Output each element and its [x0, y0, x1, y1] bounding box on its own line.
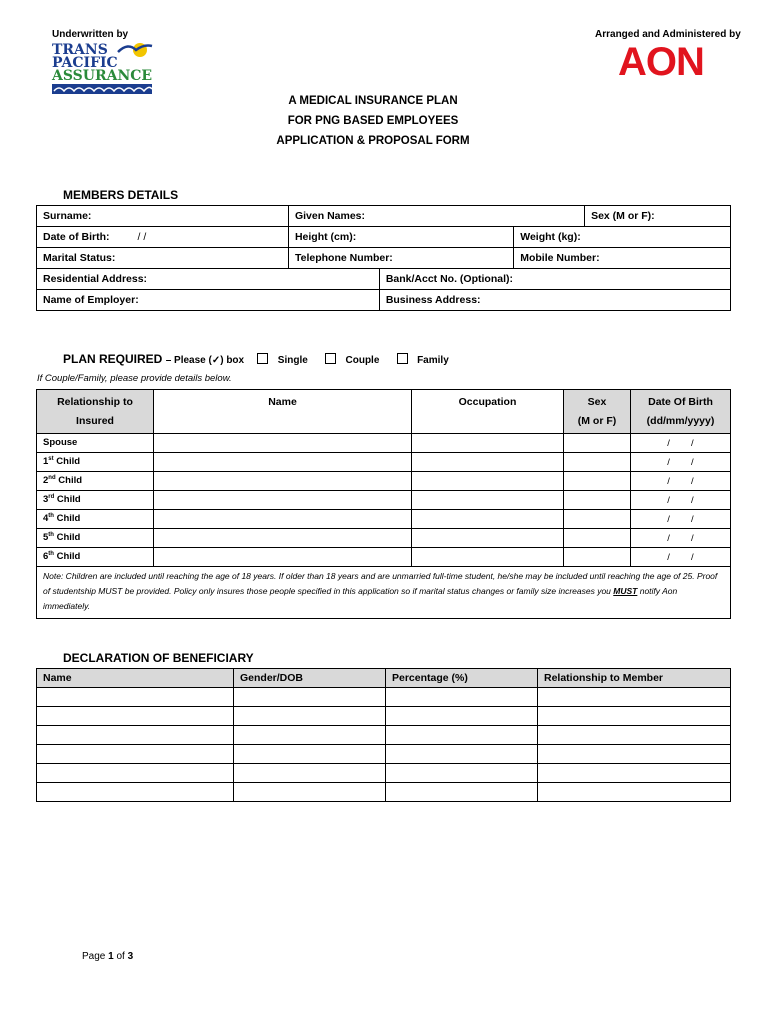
sex-header: [564, 390, 631, 434]
given-names-label: Given Names:: [294, 210, 365, 222]
relationship-ordinal: st: [48, 456, 54, 463]
relationship-suffix: Child: [53, 532, 81, 544]
surname-field[interactable]: [37, 206, 289, 227]
note-must: MUST: [613, 586, 638, 596]
dependant-sex-field[interactable]: [564, 529, 631, 548]
page-total: 3: [127, 951, 134, 962]
beneficiary-relationship-field[interactable]: [538, 745, 731, 764]
plan-required-heading: PLAN REQUIRED: [63, 352, 163, 366]
dob-header-line2: (dd/mm/yyyy): [646, 415, 715, 427]
mobile-label: Mobile Number:: [520, 252, 600, 264]
beneficiary-percentage-field[interactable]: [386, 707, 538, 726]
weight-field[interactable]: [514, 227, 731, 248]
dependant-dob-field[interactable]: [631, 472, 731, 491]
couple-label: Couple: [345, 355, 380, 366]
dob-slashes: / /: [667, 532, 694, 544]
dependant-dob-field[interactable]: [631, 548, 731, 567]
relationship-ordinal: th: [48, 551, 54, 558]
relationship-text: 4: [43, 513, 49, 525]
dependant-relationship: [37, 491, 154, 510]
dependant-sex-field[interactable]: [564, 453, 631, 472]
dependant-occupation-field[interactable]: [412, 453, 564, 472]
telephone-label: Telephone Number:: [294, 252, 393, 264]
relationship-text: 6: [43, 551, 49, 563]
beneficiary-gender-dob-field[interactable]: [234, 688, 386, 707]
beneficiary-name-field[interactable]: [37, 764, 234, 783]
employer-label: Name of Employer:: [43, 294, 139, 306]
weight-label: Weight (kg):: [520, 231, 581, 243]
waves-icon: [52, 84, 152, 94]
relationship-suffix: Child: [53, 456, 81, 468]
beneficiary-gender-dob-field[interactable]: [234, 764, 386, 783]
tpa-logo-line1: TRANS: [52, 42, 108, 58]
dob-slashes: / /: [667, 475, 694, 487]
dependant-dob-field[interactable]: [631, 453, 731, 472]
beneficiary-gender-dob-field[interactable]: [234, 783, 386, 802]
dependant-occupation-field[interactable]: [412, 548, 564, 567]
beneficiary-percentage-field[interactable]: [386, 764, 538, 783]
seagull-icon: [114, 40, 154, 60]
dependant-occupation-field[interactable]: [412, 491, 564, 510]
relationship-suffix: Child: [53, 551, 81, 563]
dob-slashes: / /: [137, 231, 147, 243]
form-title-line2: FOR PNG BASED EMPLOYEES: [287, 115, 459, 127]
beneficiary-percentage-header: Percentage (%): [386, 669, 538, 688]
employer-field[interactable]: [37, 290, 380, 311]
dependant-relationship: [37, 434, 154, 453]
dependant-name-field[interactable]: [154, 491, 412, 510]
name-header-text: Name: [268, 396, 297, 408]
sex-header-line2: (M or F): [577, 415, 617, 427]
single-checkbox[interactable]: [257, 353, 268, 364]
relationship-ordinal: th: [48, 513, 54, 520]
dependant-row: [37, 491, 731, 510]
dependant-sex-field[interactable]: [564, 434, 631, 453]
sex-label: Sex (M or F):: [591, 210, 655, 222]
relationship-text: 2: [43, 475, 49, 487]
dob-slashes: / /: [667, 437, 694, 449]
beneficiary-row: [37, 764, 731, 783]
page-of: of: [113, 951, 128, 962]
relationship-suffix: Child: [53, 513, 81, 525]
beneficiary-gender-dob-field[interactable]: [234, 707, 386, 726]
beneficiary-row: [37, 745, 731, 764]
page-number: [82, 951, 133, 962]
relationship-text: Spouse: [43, 437, 78, 449]
dependant-row: [37, 548, 731, 567]
relationship-suffix: Child: [55, 475, 83, 487]
bank-account-field[interactable]: [379, 269, 730, 290]
beneficiary-relationship-field[interactable]: [538, 783, 731, 802]
relationship-header-line2: Insured: [76, 415, 114, 427]
sex-field[interactable]: [585, 206, 731, 227]
bank-account-label: Bank/Acct No. (Optional):: [385, 273, 513, 285]
members-details-heading: MEMBERS DETAILS: [63, 188, 179, 202]
couple-checkbox[interactable]: [325, 353, 336, 364]
dependant-sex-field[interactable]: [564, 510, 631, 529]
beneficiary-percentage-field[interactable]: [386, 726, 538, 745]
given-names-field[interactable]: [288, 206, 584, 227]
beneficiary-name-field[interactable]: [37, 707, 234, 726]
dob-slashes: / /: [667, 551, 694, 563]
occupation-header-text: Occupation: [458, 396, 517, 408]
relationship-text: 5: [43, 532, 49, 544]
dob-header-line1: Date Of Birth: [648, 396, 713, 408]
form-title-line1: A MEDICAL INSURANCE PLAN: [288, 95, 458, 107]
date-of-birth-field[interactable]: [37, 227, 289, 248]
dependant-row: [37, 472, 731, 491]
dob-label: Date of Birth:: [43, 231, 110, 243]
beneficiary-name-field[interactable]: [37, 688, 234, 707]
relationship-suffix: Child: [54, 494, 81, 506]
dependants-table: [36, 389, 731, 619]
dependant-name-field[interactable]: [154, 548, 412, 567]
relationship-header: [37, 390, 154, 434]
beneficiary-relationship-field[interactable]: [538, 688, 731, 707]
trans-pacific-assurance-logo: [52, 44, 154, 94]
marital-status-field[interactable]: [37, 248, 289, 269]
beneficiary-table: [36, 668, 731, 802]
beneficiary-row: [37, 688, 731, 707]
dependant-relationship: [37, 548, 154, 567]
mobile-field[interactable]: [514, 248, 731, 269]
dob-slashes: / /: [667, 494, 694, 506]
relationship-text: 3: [43, 494, 49, 506]
beneficiary-relationship-field[interactable]: [538, 707, 731, 726]
name-header: [154, 390, 412, 434]
dependant-name-field[interactable]: [154, 529, 412, 548]
beneficiary-percentage-field[interactable]: [386, 745, 538, 764]
single-label: Single: [277, 355, 308, 366]
children-note: [37, 567, 731, 619]
telephone-field[interactable]: [288, 248, 513, 269]
plan-instruction: – Please (✓) box: [165, 355, 245, 366]
tpa-logo-line2: PACIFIC: [52, 55, 118, 71]
relationship-ordinal: th: [48, 532, 54, 539]
dependant-sex-field[interactable]: [564, 491, 631, 510]
dependant-relationship: [37, 529, 154, 548]
residential-address-field[interactable]: [37, 269, 380, 290]
dependant-row: [37, 529, 731, 548]
beneficiary-gender-dob-field[interactable]: [234, 745, 386, 764]
occupation-header: [412, 390, 564, 434]
beneficiary-percentage-field[interactable]: [386, 783, 538, 802]
dependant-name-field[interactable]: [154, 453, 412, 472]
dob-slashes: / /: [667, 513, 694, 525]
relationship-text: 1: [43, 456, 49, 468]
beneficiary-name-field[interactable]: [37, 726, 234, 745]
dependant-dob-field[interactable]: [631, 434, 731, 453]
dependant-relationship: [37, 472, 154, 491]
beneficiary-name-field[interactable]: [37, 783, 234, 802]
members-details-table: [36, 205, 731, 311]
beneficiary-relationship-field[interactable]: [538, 726, 731, 745]
beneficiary-name-header: Name: [37, 669, 234, 688]
dependant-relationship: [37, 510, 154, 529]
dob-slashes: / /: [667, 456, 694, 468]
dependant-occupation-field[interactable]: [412, 434, 564, 453]
dependant-sex-field[interactable]: [564, 472, 631, 491]
height-field[interactable]: [288, 227, 513, 248]
relationship-header-line1: Relationship to: [57, 396, 133, 408]
dependant-occupation-field[interactable]: [412, 510, 564, 529]
dependant-sex-field[interactable]: [564, 548, 631, 567]
page-prefix: Page: [82, 951, 109, 962]
sex-header-line1: Sex: [587, 396, 607, 408]
height-label: Height (cm):: [294, 231, 357, 243]
beneficiary-heading: DECLARATION OF BENEFICIARY: [63, 651, 254, 665]
note-text-part2: notify Aon immediately.: [43, 586, 678, 611]
underwritten-by-label: Underwritten by: [52, 29, 129, 40]
beneficiary-row: [37, 783, 731, 802]
dependant-row: [37, 510, 731, 529]
aon-logo: AON: [618, 40, 704, 84]
surname-label: Surname:: [43, 210, 92, 222]
residential-address-label: Residential Address:: [43, 273, 148, 285]
relationship-ordinal: rd: [48, 494, 55, 501]
dependant-name-field[interactable]: [154, 510, 412, 529]
note-text-part1: Note: Children are included until reaching the age of 18 years. If older than 18 years and are unmarried full-time student, he/she may be included until reaching the age of 25. Proof of studentship MUST be provided. Policy only insures those people specified in this application so if marital status changes or family size increases you: [43, 571, 718, 596]
business-address-label: Business Address:: [385, 294, 481, 306]
arranged-by-label: Arranged and Administered by: [595, 29, 741, 40]
dependant-relationship: [37, 453, 154, 472]
dependant-row: [37, 434, 731, 453]
family-checkbox[interactable]: [397, 353, 408, 364]
dependant-dob-field[interactable]: [631, 529, 731, 548]
page-current: 1: [108, 951, 114, 962]
family-label: Family: [417, 355, 449, 366]
plan-required-row: [63, 352, 449, 366]
beneficiary-relationship-field[interactable]: [538, 764, 731, 783]
beneficiary-percentage-field[interactable]: [386, 688, 538, 707]
tpa-logo-line3: ASSURANCE: [52, 68, 153, 84]
beneficiary-gender-dob-header: Gender/DOB: [234, 669, 386, 688]
plan-note: If Couple/Family, please provide details below.: [37, 373, 232, 384]
dependant-dob-field[interactable]: [631, 491, 731, 510]
marital-status-label: Marital Status:: [43, 252, 116, 264]
form-title-line3: APPLICATION & PROPOSAL FORM: [276, 135, 470, 147]
beneficiary-relationship-header: Relationship to Member: [538, 669, 731, 688]
dob-header: [631, 390, 731, 434]
dependant-row: [37, 453, 731, 472]
dependant-occupation-field[interactable]: [412, 529, 564, 548]
dependant-dob-field[interactable]: [631, 510, 731, 529]
business-address-field[interactable]: [379, 290, 730, 311]
relationship-ordinal: nd: [48, 475, 56, 482]
beneficiary-row: [37, 707, 731, 726]
dependant-occupation-field[interactable]: [412, 472, 564, 491]
dependant-name-field[interactable]: [154, 472, 412, 491]
dependant-name-field[interactable]: [154, 434, 412, 453]
beneficiary-gender-dob-field[interactable]: [234, 726, 386, 745]
beneficiary-name-field[interactable]: [37, 745, 234, 764]
beneficiary-row: [37, 726, 731, 745]
